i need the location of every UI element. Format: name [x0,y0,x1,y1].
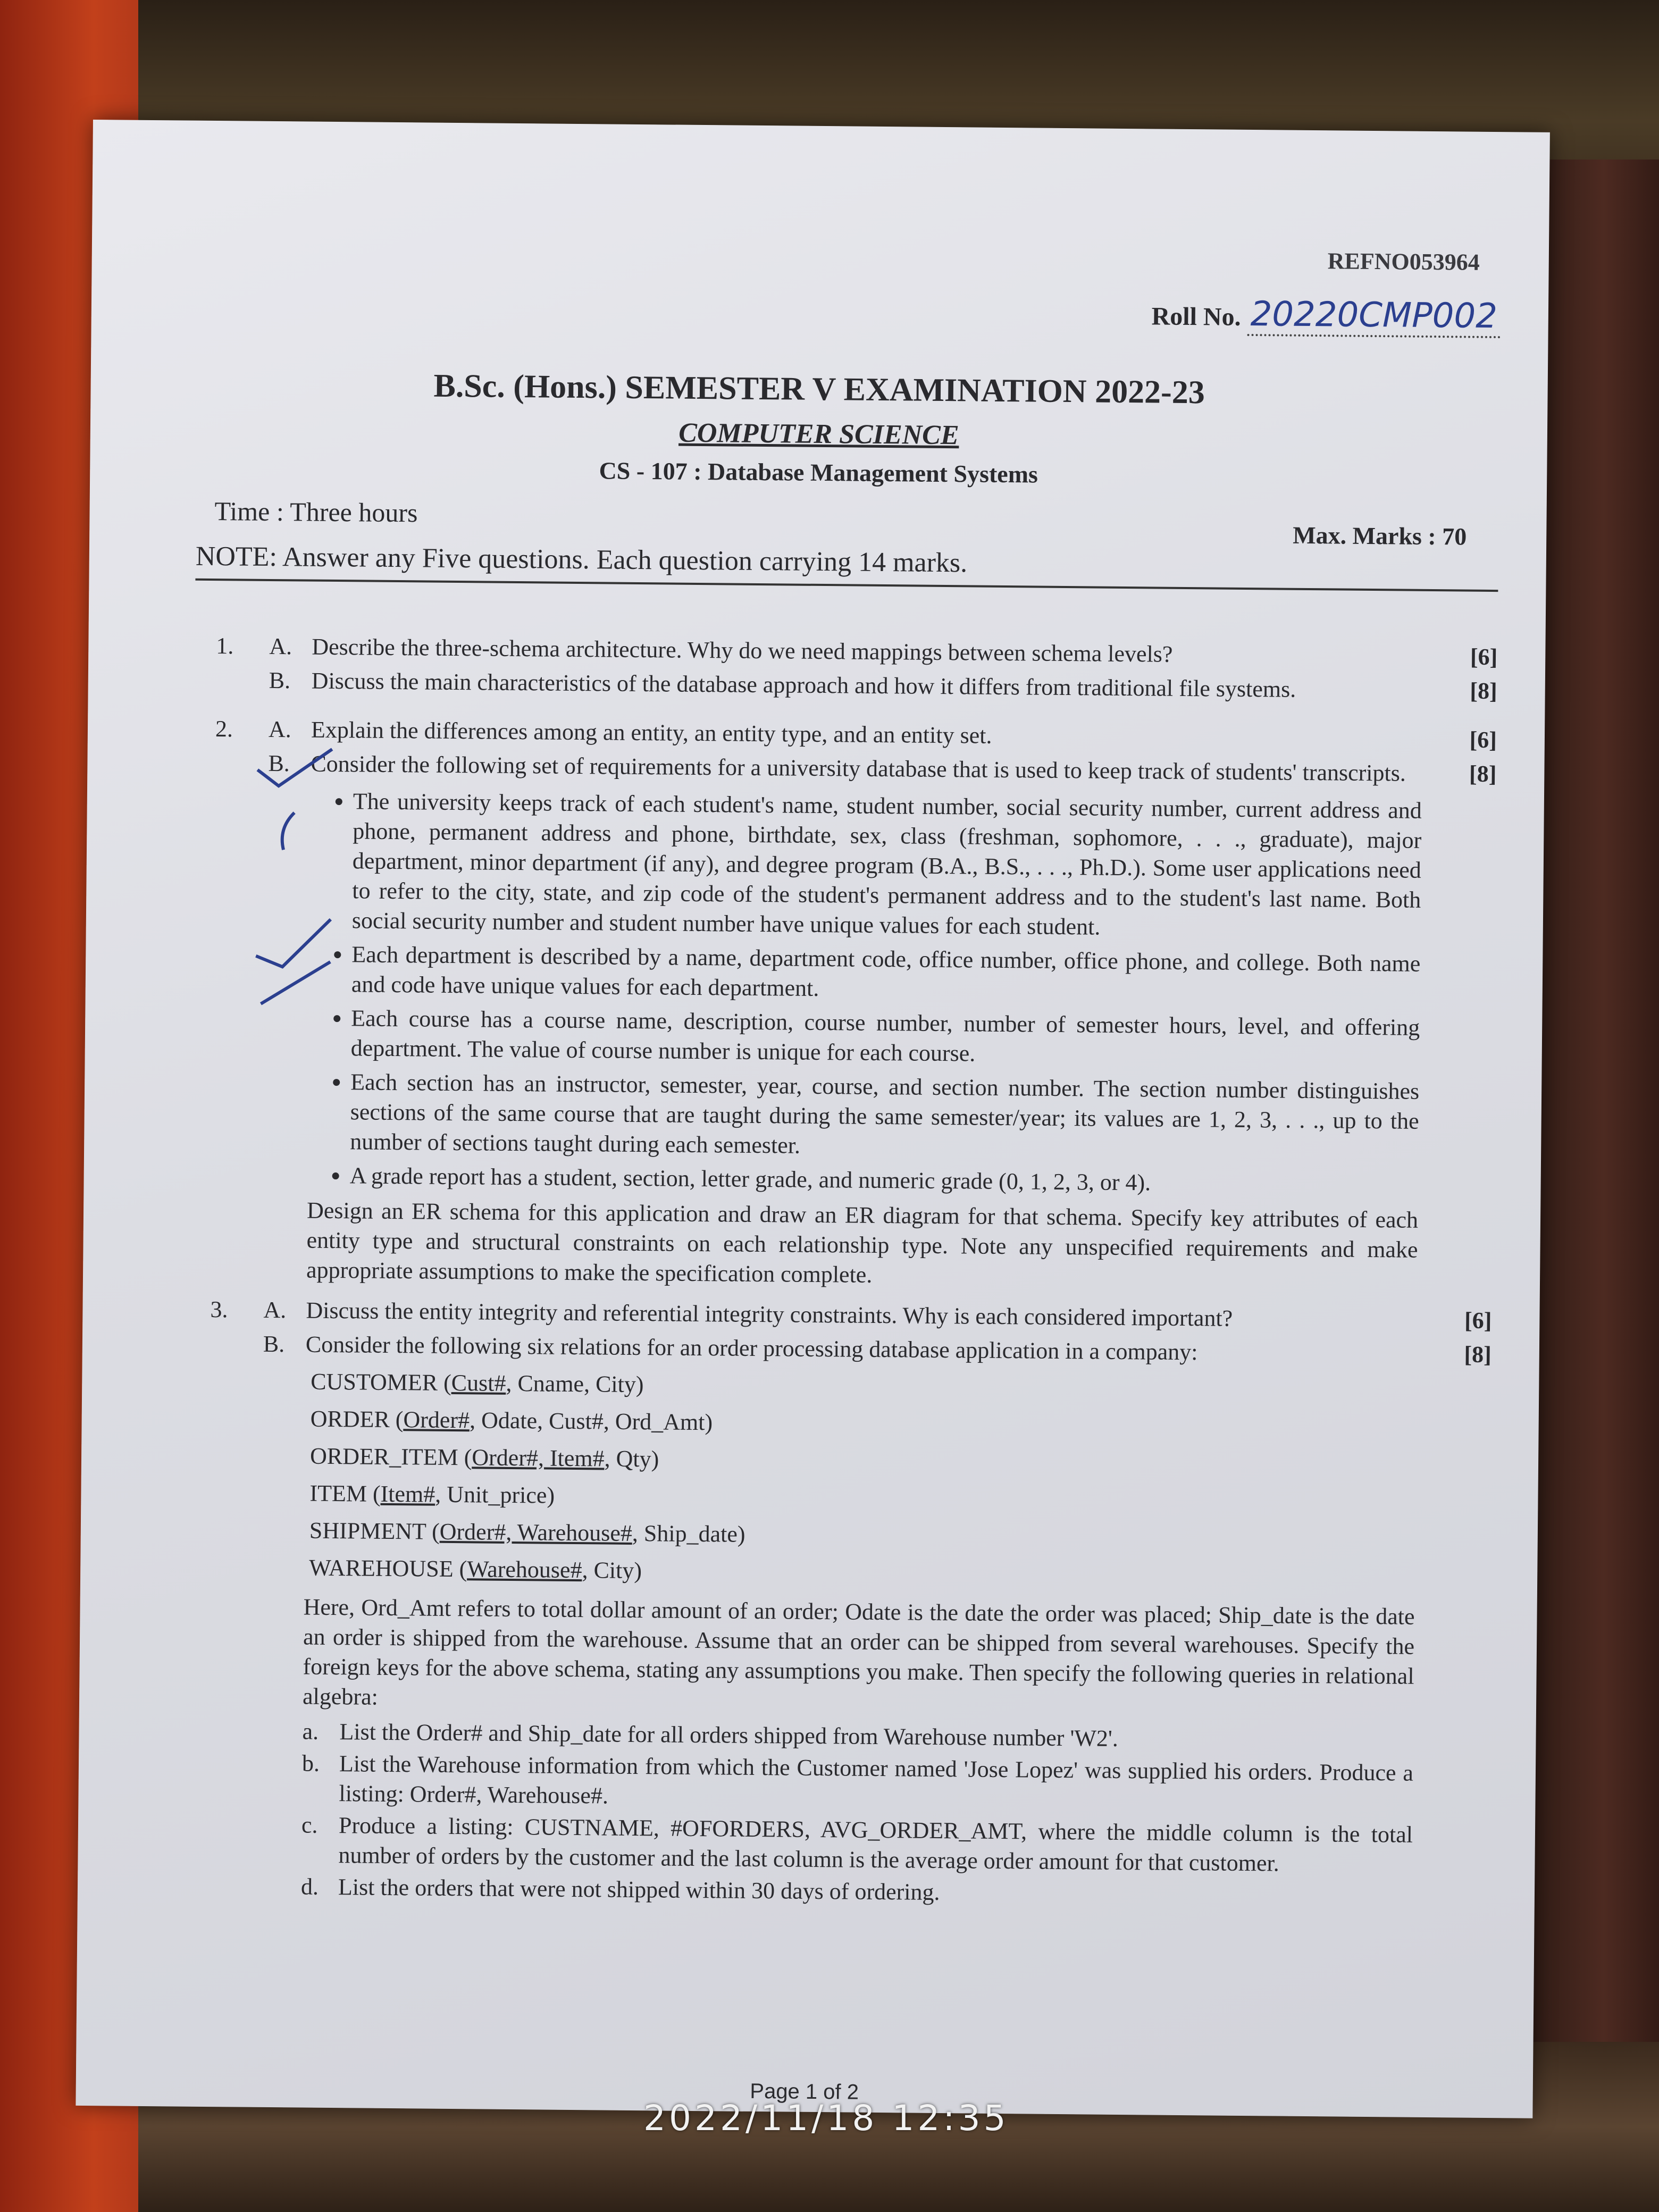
part-label: A. [269,633,292,660]
relation-order: ORDER (Order#, Odate, Cust#, Ord_Amt) [310,1405,713,1436]
part-label: B. [269,667,291,694]
exam-note: NOTE: Answer any Five questions. Each question carrying 14 marks. [195,541,1498,592]
roll-number [1151,294,1501,336]
part-label: A. [263,1296,287,1323]
roll-value-handwritten: 20220CMP002 [1247,295,1501,338]
question-2b [194,748,1507,790]
camera-timestamp: 2022/11/18 12:35 [643,2098,1009,2139]
list-item: • A grade report has a student, section, letter grade, and numeric grade (0, 1, 2, 3, or 4). [349,1161,1418,1200]
question-number: 2. [215,716,233,742]
question-1b [195,665,1508,707]
exam-paper [76,120,1549,2118]
question-3b [189,1329,1502,1370]
exam-title: B.Sc. (Hons.) SEMESTER V EXAMINATION 2022-23 [433,367,1205,411]
part-marks: [6] [1464,1307,1492,1334]
part-marks: [8] [1469,760,1497,787]
question-1a [195,631,1508,673]
relation-customer: CUSTOMER (Cust#, Cname, City) [311,1368,644,1398]
relation-order-item: ORDER_ITEM (Order#, Item#, Qty) [309,1443,659,1472]
part-marks: [6] [1470,643,1498,671]
relations-list [187,1366,1502,1594]
list-item: • The university keeps track of each student's name, student number, social security number, current address and phone, permanent address and phone, birthdate, sex, class (freshman, sophomore, . . ., graduate), major department, minor department (if any), and degree program (B.A., B.S., . . ., Ph.D.). Some user applications need to refer to the city, state, and zip code of the student's permanent address and to the student's last name. Both social security number and student number have unique values for each student. [352,786,1422,945]
query-list [184,1716,1499,1913]
part-text: Consider the following six relations for an order processing database application in a company: [305,1331,1198,1365]
time-allowed: Time : Three hours [214,496,418,528]
list-item: • Each section has an instructor, semester, year, course, and section number. The section number distinguishes sections of the same course that are taught during the same semester/year; its values are 1, 2, 3, . . ., up to the number of sections taught during each semester. [350,1067,1419,1166]
questions [184,631,1509,1920]
list-item: b. List the Warehouse information from which the Customer named 'Jose Lopez' was supplied his orders. Produce a listing: Order#, Warehouse#. [301,1750,1414,1809]
part-text: Discuss the entity integrity and referential integrity constraints. Why is each considered important? [306,1297,1233,1331]
list-item: a. List the Order# and Ship_date for all orders shipped from Warehouse number 'W2'. [302,1718,1119,1752]
list-item: d. List the orders that were not shipped within 30 days of ordering. [300,1873,940,1906]
page-number: Page 1 of 2 [750,2079,859,2104]
relation-warehouse: WAREHOUSE (Warehouse#, City) [309,1554,642,1584]
requirements-list [190,785,1507,1201]
question-number: 1. [216,633,234,659]
max-marks: Max. Marks : 70 [1292,521,1467,550]
part-label: A. [268,716,292,743]
list-item: • Each course has a course name, description, course number, number of semester hours, level, and offering department. The value of course number is unique for each course. [351,1003,1420,1073]
part-text: Consider the following set of requirements for a university database that is used to keep track of students' transcripts. [311,750,1406,786]
question-3 [184,1295,1503,1913]
part-text: Describe the three-schema architecture. Why do we need mappings between schema levels? [312,633,1173,667]
list-item: • Each department is described by a name, department code, office number, office phone, and college. Both name and code have unique values for each department. [351,940,1421,1009]
part-text: Discuss the main characteristics of the database approach and how it differs from traditional file systems. [311,667,1296,702]
reference-number: REFNO053964 [1327,248,1480,275]
roll-label: Roll No. [1151,302,1241,331]
part-marks: [8] [1470,677,1497,705]
question-3a [189,1295,1502,1336]
relation-item: ITEM (Item#, Unit_price) [309,1480,555,1509]
part-label: B. [268,750,290,777]
part-text: Explain the differences among an entity, an entity type, and an entity set. [311,716,992,749]
schema-explanation: Here, Ord_Amt refers to total dollar amount of an order; Odate is the date the order was placed; Ship_date is the date an order is shipped from the warehouse. Assume that an order can be shipped from several warehouses. Specify the foreign keys for the above schema, stating any assumptions you make. Then specify the following queries in relational algebra: [302,1594,1415,1710]
relation-shipment: SHIPMENT (Order#, Warehouse#, Ship_date) [309,1517,745,1547]
list-item: c. Produce a listing: CUSTNAME, #OFORDERS, AVG_ORDER_AMT, where the middle column is the total number of orders by the customer and the last column is the average order amount for that customer. [301,1812,1413,1876]
question-2 [189,714,1507,1296]
part-label: B. [263,1330,285,1358]
part-marks: [8] [1464,1341,1492,1368]
part-marks: [6] [1469,726,1497,753]
design-instruction: Design an ER schema for this application and draw an ER diagram for that schema. Specify key attributes of each entity type and structural constraints on each relationship type. Note any unspecified requirements and make appropriate assumptions to make the specification complete. [306,1197,1419,1288]
subject-title: COMPUTER SCIENCE [678,417,959,451]
course-title: CS - 107 : Database Management Systems [599,457,1038,488]
question-2a [194,714,1507,756]
question-1 [195,631,1509,707]
question-number: 3. [210,1296,228,1323]
